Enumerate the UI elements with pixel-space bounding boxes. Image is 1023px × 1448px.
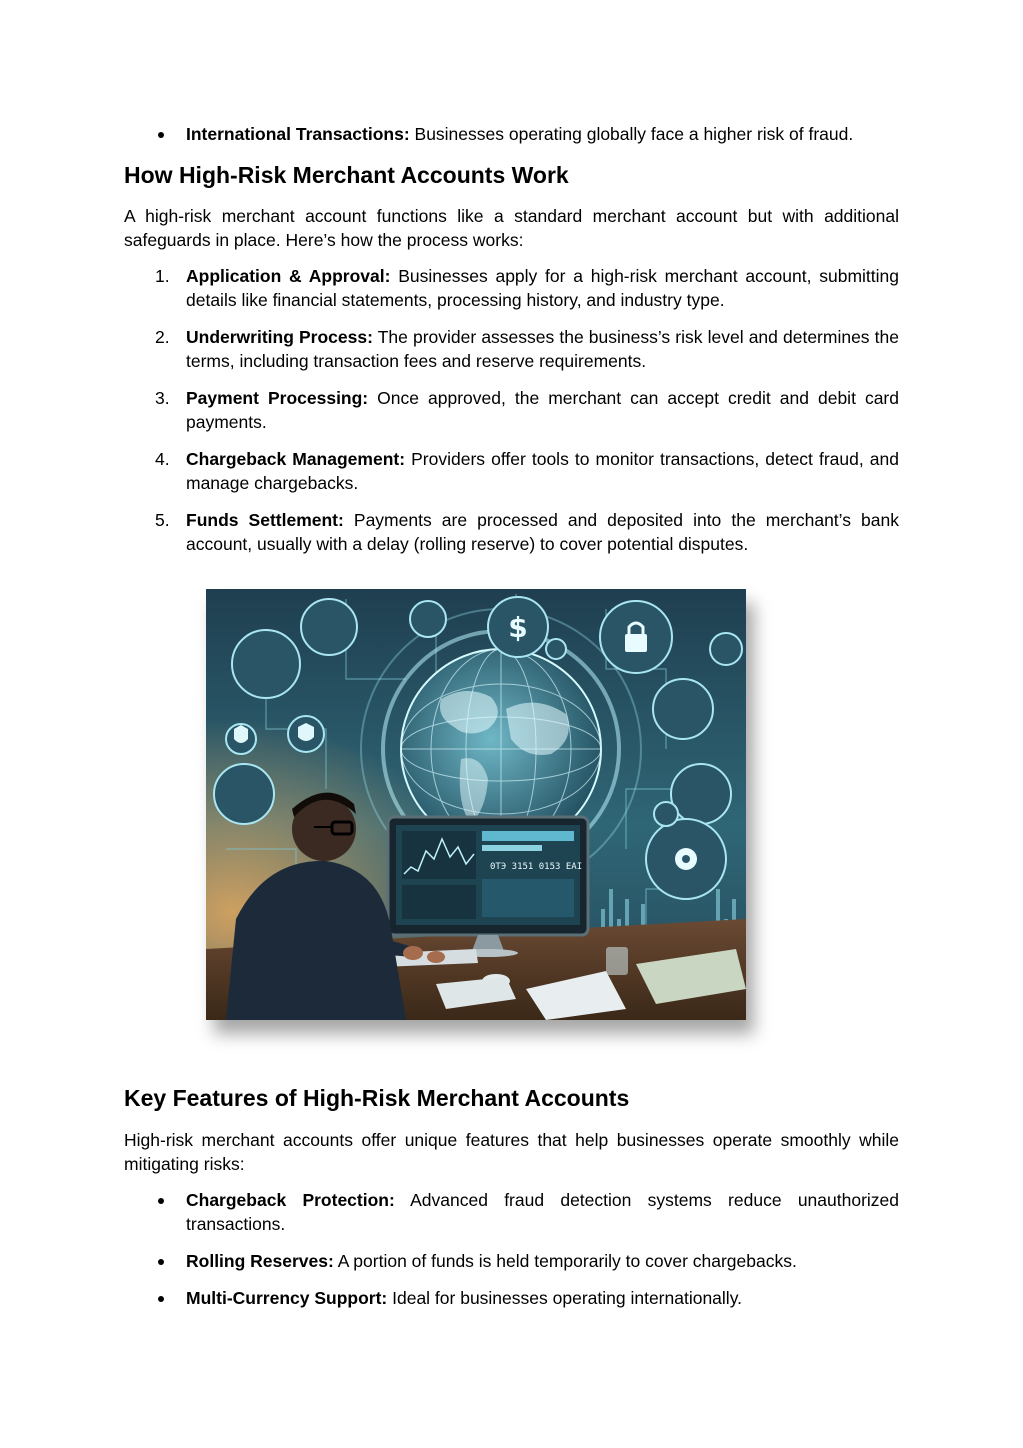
list-item: [124, 264, 899, 312]
step-label: Funds Settlement:: [186, 510, 344, 530]
feature-text: Ideal for businesses operating internationally.: [387, 1288, 743, 1308]
list-number: 1.: [155, 266, 170, 286]
svg-text:$: $: [508, 611, 528, 644]
list-item: [124, 447, 899, 495]
section1: [124, 161, 899, 189]
top-bullet-list: [124, 122, 899, 146]
step-label: Application & Approval:: [186, 266, 391, 286]
list-number: 2.: [155, 327, 170, 347]
steps-list: [124, 264, 899, 569]
list-item: [124, 325, 899, 373]
feature-text: Advanced fraud detection systems reduce unauthorized transactions.: [186, 1190, 900, 1234]
section1-body: [124, 204, 899, 252]
bullet-icon: [158, 1296, 164, 1302]
bullet-text: Businesses operating globally face a higher risk of fraud.: [409, 124, 854, 144]
list-item: [124, 1249, 899, 1273]
list-item: [124, 122, 899, 146]
section2-body: [124, 1128, 899, 1176]
step-label: Underwriting Process:: [186, 327, 373, 347]
list-item: [124, 1188, 899, 1236]
list-number: 4.: [155, 449, 170, 469]
bullet-label: International Transactions:: [186, 124, 410, 144]
step-text: Providers offer tools to monitor transactions, detect fraud, and manage chargebacks.: [186, 449, 899, 493]
bullet-icon: [158, 132, 164, 138]
bullet-icon: [158, 1259, 164, 1265]
step-label: Payment Processing:: [186, 388, 369, 408]
step-text: Payments are processed and deposited into the merchant’s bank account, usually with a delay (rolling reserve) to cover potential disputes.: [186, 510, 899, 554]
step-text: Businesses apply for a high-risk merchant account, submitting details like financial statements, processing history, and industry type.: [186, 266, 899, 310]
list-item: [124, 508, 899, 556]
section-intro: A high-risk merchant account functions like a standard merchant account but with additional safeguards in place. Here’s how the process works:: [124, 206, 899, 250]
screen-text: 0ТЭ 3151 0153 ЕАІ: [490, 862, 583, 872]
cybersecurity-illustration: [206, 589, 746, 1020]
list-number: 5.: [155, 510, 170, 530]
features-list: [124, 1188, 899, 1310]
list-number: 3.: [155, 388, 170, 408]
illustration-figure: [206, 589, 746, 1020]
feature-label: Multi-Currency Support:: [186, 1288, 388, 1308]
list-item: [124, 1286, 899, 1310]
step-text: The provider assesses the business’s risk level and determines the terms, including transaction fees and reserve requirements.: [186, 327, 899, 371]
list-item: [124, 386, 899, 434]
section-heading: How High-Risk Merchant Accounts Work: [124, 162, 569, 188]
feature-label: Chargeback Protection:: [186, 1190, 395, 1210]
bullet-icon: [158, 1198, 164, 1204]
section2: [124, 1084, 899, 1112]
feature-text: A portion of funds is held temporarily to cover chargebacks.: [333, 1251, 797, 1271]
section-intro: High-risk merchant accounts offer unique features that help businesses operate smoothly while mitigating risks:: [124, 1130, 899, 1174]
section-heading: Key Features of High-Risk Merchant Accounts: [124, 1085, 630, 1111]
step-label: Chargeback Management:: [186, 449, 406, 469]
step-text: Once approved, the merchant can accept credit and debit card payments.: [186, 388, 899, 432]
feature-label: Rolling Reserves:: [186, 1251, 334, 1271]
